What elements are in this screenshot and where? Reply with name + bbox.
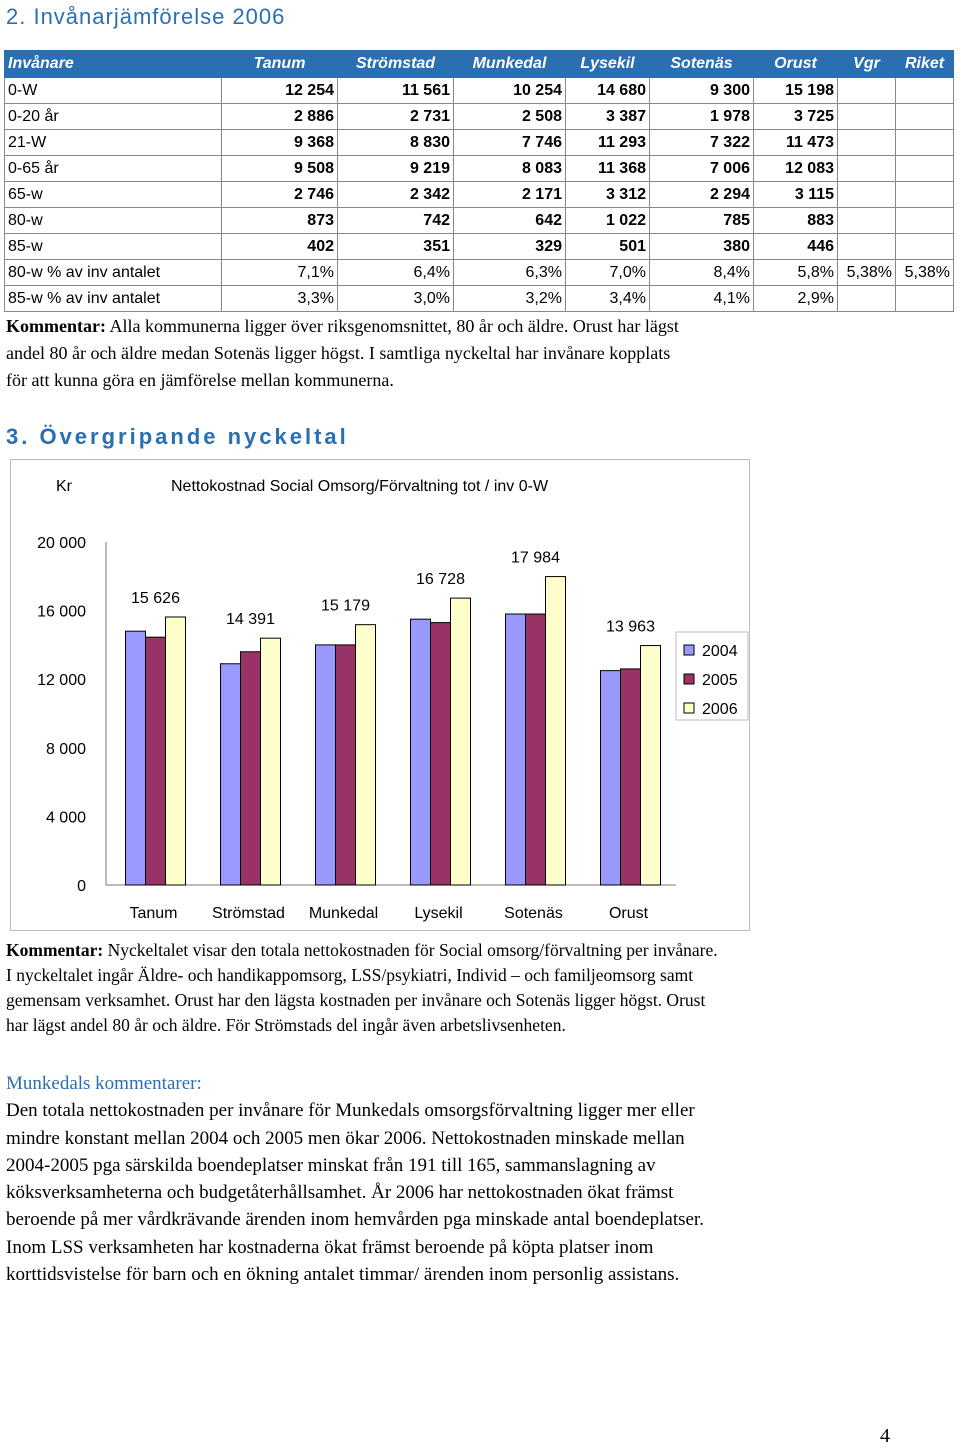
bar-2004 [506, 614, 526, 885]
bar-2006 [641, 646, 661, 885]
table-row [5, 130, 954, 156]
table-cell: 329 [454, 234, 566, 260]
legend-label: 2006 [702, 701, 738, 718]
munkedal-line: mindre konstant mellan 2004 och 2005 men ökar 2006. Nettokostnaden minskade mellan [6, 1127, 685, 1149]
table-cell [838, 104, 896, 130]
table-cell: 9 368 [222, 130, 338, 156]
section-heading-nyckeltal: 3. Övergripande nyckeltal [6, 424, 349, 449]
chart-title: Nettokostnad Social Omsorg/Förvaltning tot / inv 0-W [171, 478, 549, 495]
y-tick-label: 12 000 [37, 672, 86, 690]
table-cell: 380 [650, 234, 754, 260]
comment-chart [6, 938, 718, 1038]
munkedal-line: beroende på mer vårdkrävande ärenden inom hemvården pga minskade antal boendeplatser. [6, 1209, 704, 1231]
bar-2004 [126, 631, 146, 885]
legend-label: 2005 [702, 672, 738, 689]
comment-line: för att kunna göra en jämförelse mellan kommunerna. [6, 370, 394, 390]
table-cell: 7 322 [650, 130, 754, 156]
table-cell: 2 342 [338, 182, 454, 208]
data-label: 14 391 [226, 611, 275, 629]
table-cell [838, 234, 896, 260]
table-cell [896, 130, 954, 156]
table-cell: 873 [222, 208, 338, 234]
legend-swatch [684, 703, 694, 713]
table-cell: 2,9% [754, 286, 838, 312]
table-cell: 1 978 [650, 104, 754, 130]
munkedal-line: 2004-2005 pga särskilda boendeplatser minskat från 191 till 165, sammanslagning av [6, 1154, 656, 1176]
munkedal-line: korttidsvistelse för barn och en ökning antalet timmar/ ärenden inom personlig assistans. [6, 1264, 680, 1286]
comment-line: andel 80 år och äldre medan Sotenäs ligger högst. I samtliga nyckeltal har invånare kopplats [6, 343, 671, 363]
row-label: 85-w [5, 234, 222, 260]
table-row [5, 260, 954, 286]
chart-unit-label: Kr [56, 478, 72, 495]
table-cell: 2 746 [222, 182, 338, 208]
bar-2005 [336, 645, 356, 885]
y-tick-label: 4 000 [45, 809, 86, 827]
table-row [5, 78, 954, 104]
table-cell: 9 300 [650, 78, 754, 104]
table-cell: 10 254 [454, 78, 566, 104]
table-cell: 742 [338, 208, 454, 234]
munkedal-comments [6, 1070, 704, 1288]
table-row [5, 182, 954, 208]
table-cell: 11 293 [566, 130, 650, 156]
x-tick-label: Munkedal [308, 905, 379, 922]
table-cell: 11 368 [566, 156, 650, 182]
y-tick-label: 20 000 [37, 535, 86, 552]
table-cell: 402 [222, 234, 338, 260]
bar-2006 [546, 577, 566, 885]
table-cell: 3,4% [566, 286, 650, 312]
table-cell [896, 78, 954, 104]
table-cell [838, 182, 896, 208]
column-header: Strömstad [338, 51, 454, 78]
table-row [5, 156, 954, 182]
table-cell [896, 286, 954, 312]
bar-2004 [316, 645, 336, 885]
comment-line: Nyckeltalet visar den totala nettokostnaden för Social omsorg/förvaltning per invånare. [103, 940, 718, 960]
x-tick-label: Tanum [129, 905, 178, 922]
row-label: 80-w % av inv antalet [5, 260, 222, 286]
table-cell: 8,4% [650, 260, 754, 286]
table-cell: 11 473 [754, 130, 838, 156]
munkedal-heading: Munkedals kommentarer: [6, 1073, 202, 1094]
chart-legend [676, 632, 748, 720]
bar-2005 [241, 652, 261, 885]
bar-2005 [146, 637, 166, 885]
table-cell [838, 156, 896, 182]
table-cell [896, 182, 954, 208]
table-cell: 11 561 [338, 78, 454, 104]
page-number: 4 [880, 1425, 890, 1447]
comment-line: har lägst andel 80 år och äldre. För Strömstads del ingår även arbetslivsenheten. [6, 1015, 566, 1035]
comment-line: Alla kommunerna ligger över riksgenomsnittet, 80 år och äldre. Orust har lägst [105, 316, 679, 336]
row-label: 65-w [5, 182, 222, 208]
column-header: Tanum [222, 51, 338, 78]
table-cell: 5,8% [754, 260, 838, 286]
table-cell: 2 294 [650, 182, 754, 208]
table-cell: 7,0% [566, 260, 650, 286]
legend-swatch [684, 645, 694, 655]
table-cell: 9 508 [222, 156, 338, 182]
comment-label: Kommentar: [6, 316, 106, 336]
column-header: Munkedal [454, 51, 566, 78]
y-tick-label: 0 [77, 878, 86, 895]
cost-chart-svg [11, 460, 749, 930]
column-header: Vgr [838, 51, 896, 78]
data-label: 15 179 [321, 597, 370, 615]
table-cell: 351 [338, 234, 454, 260]
row-label: 0-20 år [5, 104, 222, 130]
x-tick-label: Strömstad [212, 905, 285, 922]
column-header: Lysekil [566, 51, 650, 78]
bar-2006 [451, 598, 471, 885]
table-cell: 883 [754, 208, 838, 234]
table-cell [896, 156, 954, 182]
table-cell: 3 387 [566, 104, 650, 130]
row-label: 85-w % av inv antalet [5, 286, 222, 312]
x-tick-label: Sotenäs [504, 905, 563, 922]
bar-2004 [221, 664, 241, 885]
table-cell [896, 234, 954, 260]
table-row [5, 104, 954, 130]
bar-2004 [601, 671, 621, 885]
y-tick-label: 16 000 [37, 603, 86, 621]
table-row [5, 286, 954, 312]
table-cell [838, 130, 896, 156]
column-header: Orust [754, 51, 838, 78]
table-cell: 5,38% [896, 260, 954, 286]
munkedal-line: köksverksamheterna och budgetåterhållsamhet. År 2006 har nettokostnaden ökat främst [6, 1182, 674, 1204]
table-cell: 2 508 [454, 104, 566, 130]
column-header: Invånare [5, 51, 222, 78]
table-cell: 7,1% [222, 260, 338, 286]
bar-2005 [621, 669, 641, 885]
table-cell: 2 731 [338, 104, 454, 130]
comment-line: gemensam verksamhet. Orust har den lägsta kostnaden per invånare och Sotenäs ligger högst. Orust [6, 990, 706, 1010]
bar-2004 [411, 619, 431, 885]
bar-2006 [166, 617, 186, 885]
table-cell: 8 083 [454, 156, 566, 182]
row-label: 80-w [5, 208, 222, 234]
bar-2006 [261, 638, 281, 885]
table-cell [838, 286, 896, 312]
column-header: Riket [896, 51, 954, 78]
table-header-row [5, 51, 954, 78]
table-cell: 7 746 [454, 130, 566, 156]
table-cell [896, 208, 954, 234]
table-cell: 2 171 [454, 182, 566, 208]
table-cell: 12 083 [754, 156, 838, 182]
section-heading-invanarjamforelse: 2. Invånarjämförelse 2006 [6, 4, 286, 29]
table-cell: 3 312 [566, 182, 650, 208]
table-cell: 7 006 [650, 156, 754, 182]
table-cell: 6,3% [454, 260, 566, 286]
table-cell: 1 022 [566, 208, 650, 234]
table-cell [896, 104, 954, 130]
table-cell: 785 [650, 208, 754, 234]
munkedal-line: Den totala nettokostnaden per invånare för Munkedals omsorgsförvaltning ligger mer eller [6, 1100, 695, 1122]
data-label: 15 626 [131, 590, 180, 608]
munkedal-line: Inom LSS verksamheten har kostnaderna ökat främst beroende på köpta platser inom [6, 1236, 654, 1258]
table-cell: 642 [454, 208, 566, 234]
legend-label: 2004 [702, 643, 738, 660]
table-cell: 501 [566, 234, 650, 260]
cost-chart [10, 459, 750, 931]
bar-2005 [526, 614, 546, 885]
table-cell: 14 680 [566, 78, 650, 104]
table-cell: 9 219 [338, 156, 454, 182]
x-tick-label: Lysekil [414, 905, 463, 922]
comment-label: Kommentar: [6, 940, 104, 960]
table-row [5, 234, 954, 260]
table-cell: 3,0% [338, 286, 454, 312]
population-table [4, 50, 954, 312]
table-cell: 3 115 [754, 182, 838, 208]
table-row [5, 208, 954, 234]
table-cell: 5,38% [838, 260, 896, 286]
table-cell: 3,3% [222, 286, 338, 312]
row-label: 0-W [5, 78, 222, 104]
x-tick-label: Orust [608, 905, 649, 922]
table-cell: 3 725 [754, 104, 838, 130]
table-cell: 446 [754, 234, 838, 260]
column-header: Sotenäs [650, 51, 754, 78]
table-cell: 15 198 [754, 78, 838, 104]
legend-swatch [684, 674, 694, 684]
table-cell [838, 208, 896, 234]
data-label: 16 728 [416, 571, 465, 589]
bar-2005 [431, 623, 451, 885]
row-label: 21-W [5, 130, 222, 156]
y-tick-label: 8 000 [45, 740, 86, 758]
table-cell [838, 78, 896, 104]
table-cell: 4,1% [650, 286, 754, 312]
table-cell: 3,2% [454, 286, 566, 312]
data-label: 13 963 [606, 618, 655, 636]
table-cell: 6,4% [338, 260, 454, 286]
table-cell: 8 830 [338, 130, 454, 156]
row-label: 0-65 år [5, 156, 222, 182]
table-cell: 12 254 [222, 78, 338, 104]
comment-population [6, 313, 679, 394]
bar-2006 [356, 625, 376, 885]
comment-line: I nyckeltalet ingår Äldre- och handikappomsorg, LSS/psykiatri, Individ – och familjeomsorg samt [6, 965, 694, 985]
table-cell: 2 886 [222, 104, 338, 130]
data-label: 17 984 [511, 549, 560, 567]
